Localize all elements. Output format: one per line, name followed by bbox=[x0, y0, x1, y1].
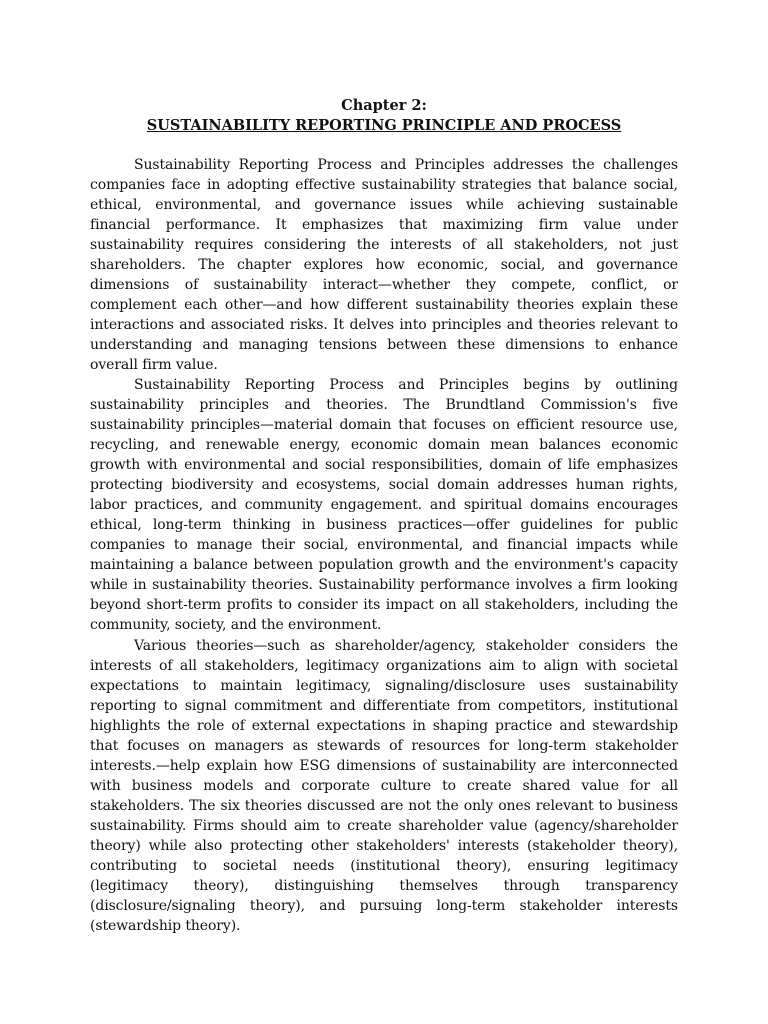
paragraph-principles: Sustainability Reporting Process and Principles begins by outlining sustainability principles and theories. The Brundtland Commission's five sustainability principles—material domain that focuses on efficient resource use, recycling, and renewable energy, economic domain mean balances economic growth with environmental and social responsibilities, domain of life emphasizes protecting biodiversity and ecosystems, social domain addresses human rights, labor practices, and community engagement. and spiritual domains encourages ethical, long-term thinking in business practices—offer guidelines for public companies to manage their social, environmental, and financial impacts while maintaining a balance between population growth and the environment's capacity while in sustainability theories. Sustainability performance involves a firm looking beyond short-term profits to consider its impact on all stakeholders, including the community, society, and the environment. bbox=[90, 377, 678, 633]
chapter-title: SUSTAINABILITY REPORTING PRINCIPLE AND PROCESS bbox=[146, 117, 622, 134]
paragraph-theories: Various theories—such as shareholder/agency, stakeholder considers the interests of all stakeholders, legitimacy organizations aim to align with societal expectations to maintain legitimacy, signaling/disclosure uses sustainability reporting to signal commitment and differentiate from competitors, institutional highlights the role of external expectations in shaping practice and stewardship that focuses on managers as stewards of resources for long-term stakeholder interests.—help explain how ESG dimensions of sustainability are interconnected with business models and corporate culture to create shared value for all stakeholders. The six theories discussed are not the only ones relevant to business sustainability. Firms should aim to create shareholder value (agency/shareholder theory) while also protecting other stakeholders' interests (stakeholder theory), contributing to societal needs (institutional theory), ensuring legitimacy (legitimacy theory), distinguishing themselves through transparency (disclosure/signaling theory), and pursuing long-term stakeholder interests (stewardship theory). bbox=[90, 638, 678, 934]
chapter-number: Chapter 2: bbox=[341, 97, 427, 114]
paragraph-intro: Sustainability Reporting Process and Principles addresses the challenges companies face in adopting effective sustainability strategies that balance social, ethical, environmental, and governance issues while achieving sustainable financial performance. It emphasizes that maximizing firm value under sustainability requires considering the interests of all stakeholders, not just shareholders. The chapter explores how economic, social, and governance dimensions of sustainability interact—whether they compete, conflict, or complement each other—and how different sustainability theories explain these interactions and associated risks. It delves into principles and theories relevant to understanding and managing tensions between these dimensions to enhance overall firm value. bbox=[90, 157, 678, 373]
